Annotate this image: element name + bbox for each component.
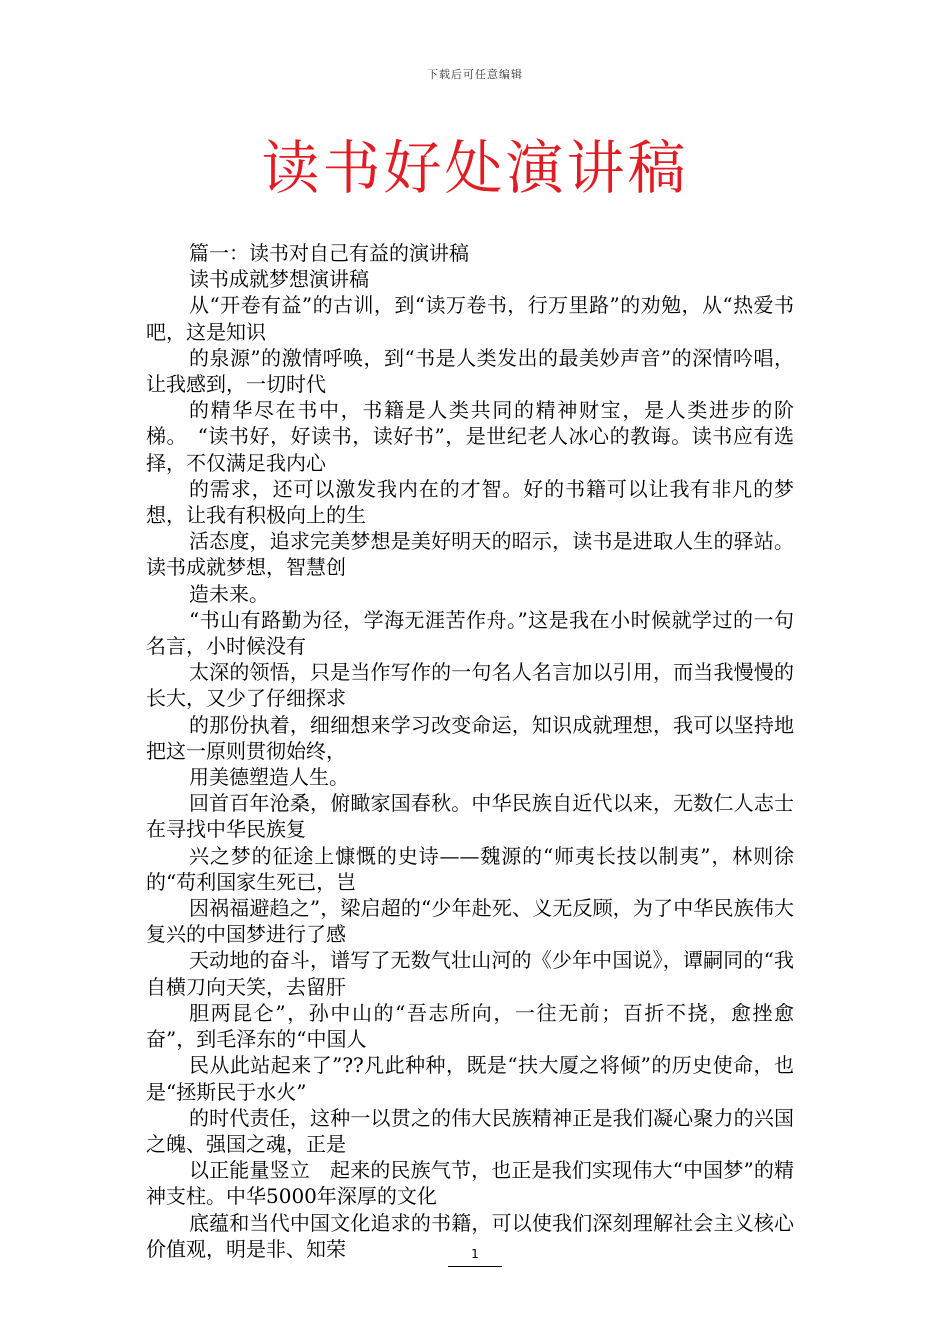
paragraph: 的精华尽在书中，书籍是人类共同的精神财宝，是人类进步的阶梯。 “读书好，好读书，读好书”，是世纪老人冰心的教诲。读书应有选择，不仅满足我内心 <box>146 398 794 475</box>
paragraph: “书山有路勤为径，学海无涯苦作舟。”这是我在小时候就学过的一句名言，小时候没有 <box>146 607 794 659</box>
body-text <box>146 240 794 1262</box>
paragraph: 的那份执着，细细想来学习改变命运，知识成就理想，我可以坚持地把这一原则贯彻始终， <box>146 712 794 763</box>
paragraph: 因祸福避趋之”，梁启超的“少年赴死、义无反顾，为了中华民族伟大复兴的中国梦进行了感 <box>146 896 794 947</box>
paragraph: 读书成就梦想演讲稿 <box>189 267 369 292</box>
paragraph: 从“开卷有益”的古训，到“读万卷书，行万里路”的劝勉，从“热爱书吧，这是知识 <box>146 293 794 344</box>
paragraph: 篇一：读书对自己有益的演讲稿 <box>189 241 469 265</box>
page-number: 1 <box>471 1247 479 1261</box>
paragraph: 活态度，追求完美梦想是美好明天的昭示，读书是进取人生的驿站。读书成就梦想，智慧创 <box>146 529 794 580</box>
paragraph: 太深的领悟，只是当作写作的一句名人名言加以引用，而当我慢慢的长大，又少了仔细探求 <box>146 660 794 711</box>
paragraph: 的需求，还可以激发我内在的才智。好的书籍可以让我有非凡的梦想，让我有积极向上的生 <box>146 476 794 528</box>
paragraph: 的时代责任，这种一以贯之的伟大民族精神正是我们凝心聚力的兴国之魄、强国之魂，正是 <box>146 1105 794 1156</box>
paragraph: 用美德塑造人生。 <box>189 765 349 790</box>
paragraph: 胆两昆仑”，孙中山的“吾志所向，一往无前；百折不挠，愈挫愈奋”，到毛泽东的“中国人 <box>146 1000 794 1052</box>
paragraph: 回首百年沧桑，俯瞰家国春秋。中华民族自近代以来，无数仁人志士在寻找中华民族复 <box>146 791 794 842</box>
paragraph: 天动地的奋斗，谱写了无数气壮山河的《少年中国说》，谭嗣同的“我自横刀向天笑，去留肝 <box>146 948 794 999</box>
paragraph: 以正能量竖立 起来的民族气节，也正是我们实现伟大“中国梦”的精神支柱。中华5000年深厚的文化 <box>146 1158 794 1209</box>
paragraph: 民从此站起来了”??凡此种种，既是“扶大厦之将倾”的历史使命，也是“拯斯民于水火” <box>146 1053 794 1104</box>
paragraph: 造未来。 <box>189 581 269 606</box>
paragraph: 底蕴和当代中国文化追求的书籍，可以使我们深刻理解社会主义核心价值观，明是非、知荣 <box>146 1210 794 1261</box>
header-note: 下载后可任意编辑 <box>427 68 523 81</box>
paragraph: 的泉源”的激情呼唤，到“书是人类发出的最美妙声音”的深情吟唱，让我感到，一切时代 <box>146 345 794 397</box>
paragraph: 兴之梦的征途上慷慨的史诗——魏源的“师夷长技以制夷”，林则徐的“苟利国家生死已，岂 <box>146 843 794 894</box>
footer-rule <box>448 1266 502 1267</box>
document-title: 读书好处演讲稿 <box>261 134 689 202</box>
